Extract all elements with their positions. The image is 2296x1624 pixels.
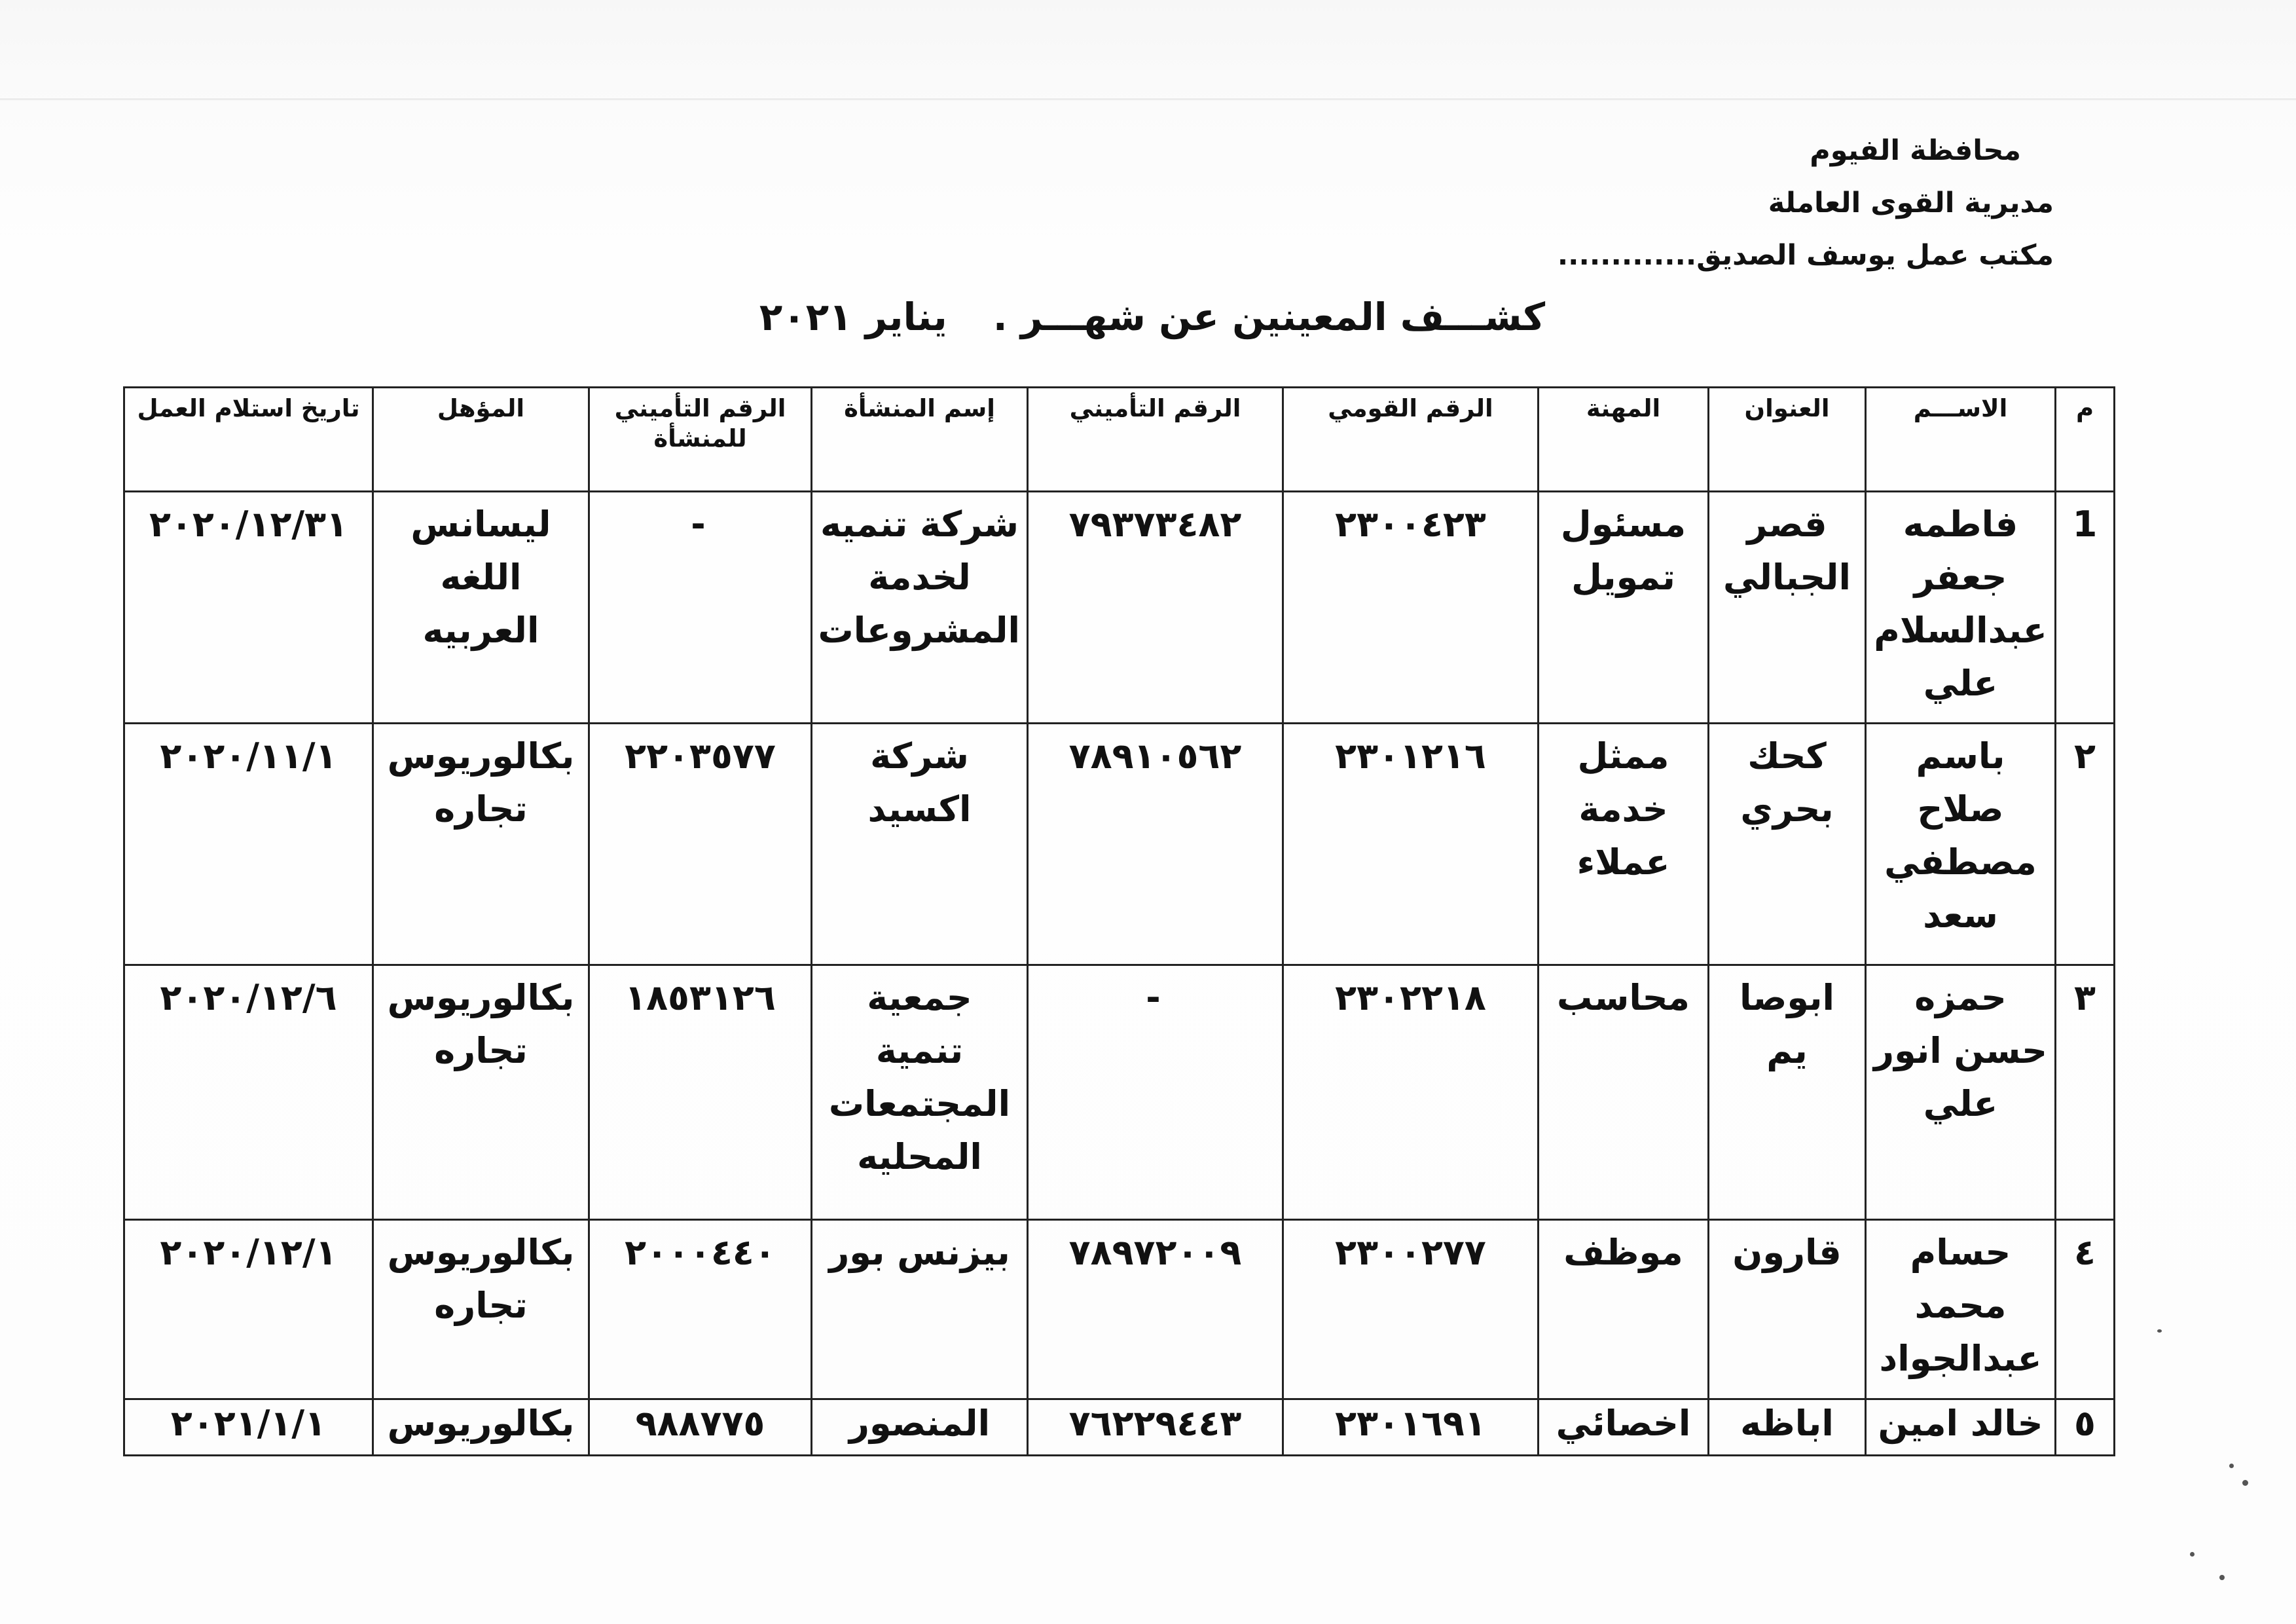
cell-facility-insurance: ٢٠٠٠٤٤٠ (589, 1220, 812, 1399)
cell-facility-insurance: ٢٢٠٣٥٧٧ (589, 724, 812, 965)
header-facility-insurance: الرقم التأميني للمنشأة (589, 388, 812, 492)
scan-speck (2242, 1480, 2248, 1486)
cell-job: محاسب (1539, 965, 1709, 1220)
cell-insurance-no: ٧٦٢٢٩٤٤٣ (1028, 1399, 1283, 1456)
cell-facility-insurance: ١٨٥٣١٢٦ (589, 965, 812, 1220)
cell-insurance-no: ٧٨٩١٠٥٦٢ (1028, 724, 1283, 965)
cell-national-id: ٢٣٠١٦٩١ (1283, 1399, 1539, 1456)
cell-address: قارون (1709, 1220, 1866, 1399)
cell-address: ابوصا يم (1709, 965, 1866, 1220)
header-facility-name: إسم المنشأة (812, 388, 1028, 492)
cell-national-id: ٢٣٠٢٢١٨ (1283, 965, 1539, 1220)
table-row (124, 724, 2115, 965)
cell-qualification: بكالوريوس تجاره (373, 724, 589, 965)
employees-table (123, 386, 2115, 1456)
cell-facility-name: شركة تنميه لخدمة المشروعات (812, 492, 1028, 724)
title-period: يناير ٢٠٢١ (759, 295, 947, 339)
table-row (124, 965, 2115, 1220)
header-idx: م (2056, 388, 2115, 492)
table-row (124, 1399, 2115, 1456)
cell-facility-insurance: - (589, 492, 812, 724)
scan-speck (2157, 1329, 2162, 1333)
cell-address: كحك بحري (1709, 724, 1866, 965)
cell-qualification: بكالوريوس تجاره (373, 965, 589, 1220)
cell-job: اخصائي (1539, 1399, 1709, 1456)
header-job: المهنة (1539, 388, 1709, 492)
cell-address: قصر الجبالي (1709, 492, 1866, 724)
header-address: العنوان (1709, 388, 1866, 492)
cell-insurance-no: ٧٨٩٧٢٠٠٩ (1028, 1220, 1283, 1399)
governorate-line: محافظة الفيوم (1810, 134, 2021, 167)
cell-address: اباظه (1709, 1399, 1866, 1456)
title-main: كشـــف المعينين عن شهـــر . (993, 295, 1546, 339)
office-line: مكتب عمل يوسف الصديق............. (1557, 239, 2054, 272)
cell-idx: ٤ (2056, 1220, 2115, 1399)
cell-insurance-no: ٧٩٣٧٣٤٨٢ (1028, 492, 1283, 724)
cell-qualification: بكالوريوس تجاره (373, 1220, 589, 1399)
cell-national-id: ٢٣٠٠٤٢٣ (1283, 492, 1539, 724)
header-start-date: تاريخ استلام العمل (124, 388, 373, 492)
cell-name: حسام محمد عبدالجواد (1866, 1220, 2056, 1399)
header-name: الاســـم (1866, 388, 2056, 492)
cell-qualification: ليسانس اللغه العربيه (373, 492, 589, 724)
cell-facility-name: بيزنس بور (812, 1220, 1028, 1399)
cell-job: ممثل خدمة عملاء (1539, 724, 1709, 965)
scan-speck (2229, 1464, 2234, 1468)
cell-job: موظف (1539, 1220, 1709, 1399)
cell-qualification: بكالوريوس (373, 1399, 589, 1456)
cell-idx: ٢ (2056, 724, 2115, 965)
cell-name: حمزه حسن انور علي (1866, 965, 2056, 1220)
cell-insurance-no: - (1028, 965, 1283, 1220)
cell-name: فاطمه جعفر عبدالسلام علي (1866, 492, 2056, 724)
directorate-line: مديرية القوى العاملة (1768, 187, 2054, 219)
table-row (124, 1220, 2115, 1399)
cell-start-date: ٢٠٢١/١/١ (124, 1399, 373, 1456)
scan-artifact-line (0, 98, 2296, 100)
scan-speck (2219, 1575, 2225, 1580)
cell-start-date: ٢٠٢٠/١٢/٣١ (124, 492, 373, 724)
cell-national-id: ٢٣٠٠٢٧٧ (1283, 1220, 1539, 1399)
cell-national-id: ٢٣٠١٢١٦ (1283, 724, 1539, 965)
document-title (720, 295, 1584, 339)
header-insurance-no: الرقم التأميني (1028, 388, 1283, 492)
table-header-row (124, 388, 2115, 492)
cell-idx: ٣ (2056, 965, 2115, 1220)
cell-name: خالد امين (1866, 1399, 2056, 1456)
cell-start-date: ٢٠٢٠/١٢/٦ (124, 965, 373, 1220)
scan-speck (2190, 1552, 2195, 1557)
table-row (124, 492, 2115, 724)
cell-facility-name: جمعية تنمية المجتمعات المحليه (812, 965, 1028, 1220)
cell-facility-insurance: ٩٨٨٧٧٥ (589, 1399, 812, 1456)
cell-idx: 1 (2056, 492, 2115, 724)
cell-name: باسم صلاح مصطفي سعد (1866, 724, 2056, 965)
cell-start-date: ٢٠٢٠/١١/١ (124, 724, 373, 965)
cell-facility-name: شركة اكسيد (812, 724, 1028, 965)
cell-idx: ٥ (2056, 1399, 2115, 1456)
cell-job: مسئول تمويل (1539, 492, 1709, 724)
header-national-id: الرقم القومي (1283, 388, 1539, 492)
cell-start-date: ٢٠٢٠/١٢/١ (124, 1220, 373, 1399)
cell-facility-name: المنصور (812, 1399, 1028, 1456)
header-qualification: المؤهل (373, 388, 589, 492)
